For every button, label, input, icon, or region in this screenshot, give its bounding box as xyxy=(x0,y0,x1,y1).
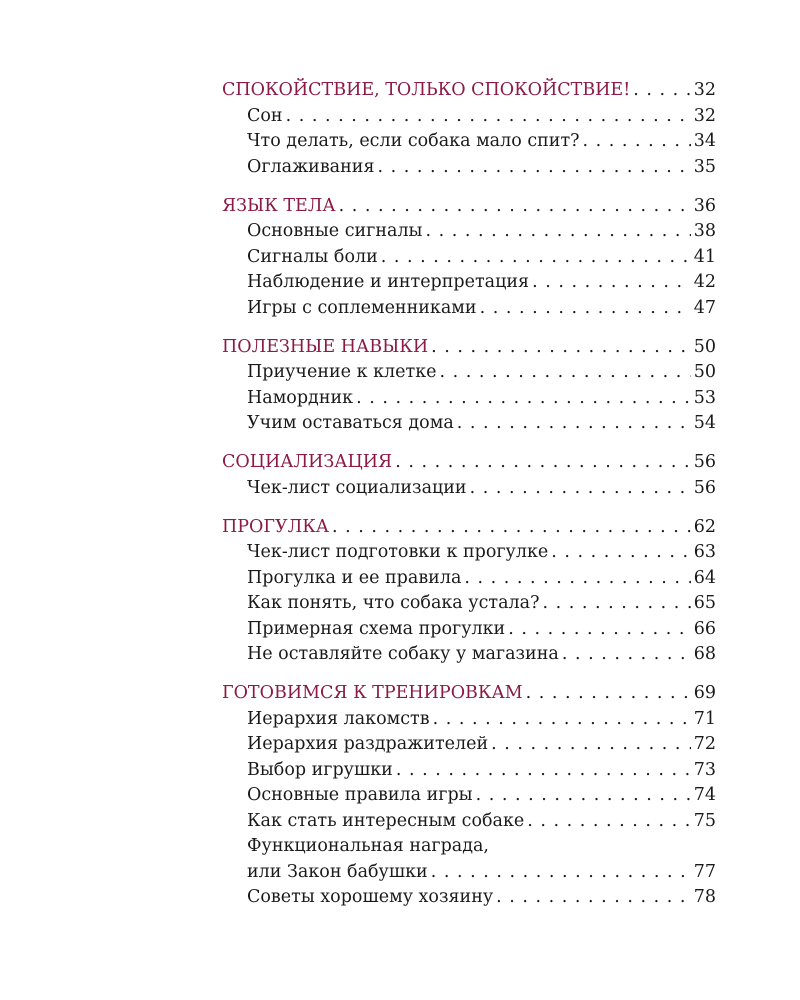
subsection-entry[interactable] xyxy=(222,642,716,668)
dot-leader xyxy=(433,707,691,733)
chapter-entry[interactable] xyxy=(222,450,716,476)
page-number: 69 xyxy=(693,683,716,703)
dot-leader xyxy=(480,296,691,322)
subsection-title: Сон xyxy=(247,105,283,126)
chapter-title: ПОЛЕЗНЫЕ НАВЫКИ xyxy=(222,336,429,357)
subsection-title: Основные правила игры xyxy=(247,785,473,805)
subsection-title: Учим оставаться дома xyxy=(247,413,454,433)
page-number: 41 xyxy=(693,246,716,267)
dot-leader xyxy=(496,885,691,911)
dot-leader xyxy=(532,270,691,296)
page-number: 75 xyxy=(693,810,716,831)
subsection-title: Не оставляйте собаку у магазина xyxy=(247,644,559,664)
dot-leader xyxy=(426,219,691,245)
chapter-title: ЯЗЫК ТЕЛА xyxy=(222,195,336,216)
subsection-title: Чек-лист подготовки к прогулке xyxy=(247,542,549,562)
toc-section xyxy=(222,681,716,911)
subsection-entry[interactable] xyxy=(222,219,716,245)
chapter-entry[interactable] xyxy=(222,681,716,707)
dot-leader xyxy=(332,515,691,541)
chapter-title: ГОТОВИМСЯ К ТРЕНИРОВКАМ xyxy=(222,683,523,703)
dot-leader xyxy=(286,104,691,130)
page-number: 63 xyxy=(693,542,716,562)
subsection-entry[interactable] xyxy=(222,476,716,502)
page-number: 50 xyxy=(693,362,716,382)
subsection-title: Оглаживания xyxy=(247,156,375,177)
table-of-contents xyxy=(222,78,716,924)
page-number: 54 xyxy=(693,413,716,433)
subsection-entry[interactable] xyxy=(222,155,716,181)
subsection-title: Прогулка и ее правила xyxy=(247,567,462,588)
dot-leader xyxy=(395,450,691,476)
dot-leader xyxy=(542,591,690,617)
subsection-title: Примерная схема прогулки xyxy=(247,618,506,639)
dot-leader xyxy=(457,411,691,437)
page-number: 36 xyxy=(693,195,716,216)
subsection-entry[interactable] xyxy=(222,885,716,911)
subsection-title: Как понять, что собака устала? xyxy=(247,593,540,613)
dot-leader xyxy=(470,476,691,502)
toc-section xyxy=(222,450,716,501)
subsection-entry[interactable] xyxy=(222,591,716,617)
page-number: 64 xyxy=(693,567,716,588)
page-number: 56 xyxy=(693,477,716,498)
subsection-title: Игры с соплеменниками xyxy=(247,297,477,318)
toc-section xyxy=(222,78,716,180)
dot-leader xyxy=(562,642,691,668)
subsection-entry[interactable] xyxy=(222,834,716,885)
page-number: 74 xyxy=(693,785,716,805)
subsection-title: Наблюдение и интерпретация xyxy=(247,272,530,292)
dot-leader xyxy=(491,732,691,758)
page-number: 73 xyxy=(693,759,716,780)
subsection-entry[interactable] xyxy=(222,296,716,322)
page-number: 53 xyxy=(693,387,716,408)
page-number: 56 xyxy=(693,452,716,472)
dot-leader xyxy=(633,78,690,104)
subsection-title: Чек-лист социализации xyxy=(247,477,467,498)
page-number: 42 xyxy=(693,272,716,292)
dot-leader xyxy=(381,245,691,271)
page-number: 62 xyxy=(693,516,716,537)
page-number: 47 xyxy=(693,297,716,318)
subsection-entry[interactable] xyxy=(222,617,716,643)
chapter-entry[interactable] xyxy=(222,335,716,361)
subsection-entry[interactable] xyxy=(222,270,716,296)
page-number: 35 xyxy=(693,156,716,177)
subsection-entry[interactable] xyxy=(222,386,716,412)
subsection-title: Выбор игрушки xyxy=(247,759,393,780)
chapter-entry[interactable] xyxy=(222,515,716,541)
subsection-entry[interactable] xyxy=(222,732,716,758)
toc-section xyxy=(222,194,716,322)
chapter-title: СПОКОЙСТВИЕ, ТОЛЬКО СПОКОЙСТВИЕ! xyxy=(222,80,631,100)
toc-section xyxy=(222,515,716,668)
dot-leader xyxy=(476,783,691,809)
subsection-entry[interactable] xyxy=(222,758,716,784)
page-number: 66 xyxy=(693,618,716,639)
subsection-title: Намордник xyxy=(247,387,354,408)
dot-leader xyxy=(439,360,690,386)
subsection-title: Сигналы боли xyxy=(247,246,378,267)
subsection-entry[interactable] xyxy=(222,540,716,566)
dot-leader xyxy=(396,758,691,784)
subsection-title: Иерархия лакомств xyxy=(247,708,430,729)
subsection-title-line-2 xyxy=(247,860,716,886)
subsection-entry[interactable] xyxy=(222,783,716,809)
dot-leader xyxy=(583,129,691,155)
page-number: 78 xyxy=(693,887,716,907)
dot-leader xyxy=(339,194,691,220)
subsection-title-line: Функциональная награда, xyxy=(247,836,489,856)
subsection-entry[interactable] xyxy=(222,809,716,835)
subsection-entry[interactable] xyxy=(222,360,716,386)
page-number: 50 xyxy=(693,336,716,357)
subsection-title: Приучение к клетке xyxy=(247,362,437,382)
chapter-entry[interactable] xyxy=(222,78,716,104)
dot-leader xyxy=(508,617,690,643)
dot-leader xyxy=(526,681,691,707)
page-number: 34 xyxy=(693,131,716,151)
chapter-title: ПРОГУЛКА xyxy=(222,516,330,537)
dot-leader xyxy=(431,335,691,361)
subsection-entry[interactable] xyxy=(222,104,716,130)
chapter-title: СОЦИАЛИЗАЦИЯ xyxy=(222,452,393,472)
dot-leader xyxy=(527,809,690,835)
page-number: 68 xyxy=(693,644,716,664)
page-number: 32 xyxy=(693,105,716,126)
dot-leader xyxy=(551,540,690,566)
subsection-entry[interactable] xyxy=(222,129,716,155)
toc-section xyxy=(222,335,716,437)
dot-leader xyxy=(464,566,690,592)
dot-leader xyxy=(356,386,691,412)
subsection-title: Как стать интересным собаке xyxy=(247,810,525,831)
subsection-entry[interactable] xyxy=(222,245,716,271)
page-number: 38 xyxy=(693,221,716,241)
page-number: 65 xyxy=(693,593,716,613)
subsection-title: Что делать, если собака мало спит? xyxy=(247,131,580,151)
page-number: 72 xyxy=(693,734,716,754)
subsection-title: Иерархия раздражителей xyxy=(247,734,489,754)
subsection-entry[interactable] xyxy=(222,707,716,733)
page-number: 32 xyxy=(693,80,716,100)
chapter-entry[interactable] xyxy=(222,194,716,220)
page-number: 77 xyxy=(693,861,716,882)
page-number: 71 xyxy=(693,708,716,729)
dot-leader xyxy=(377,155,690,181)
dot-leader xyxy=(431,860,691,886)
subsection-title: Советы хорошему хозяину xyxy=(247,887,494,907)
subsection-title: Основные сигналы xyxy=(247,221,423,241)
subsection-entry[interactable] xyxy=(222,411,716,437)
subsection-entry[interactable] xyxy=(222,566,716,592)
subsection-title: или Закон бабушки xyxy=(247,861,428,882)
